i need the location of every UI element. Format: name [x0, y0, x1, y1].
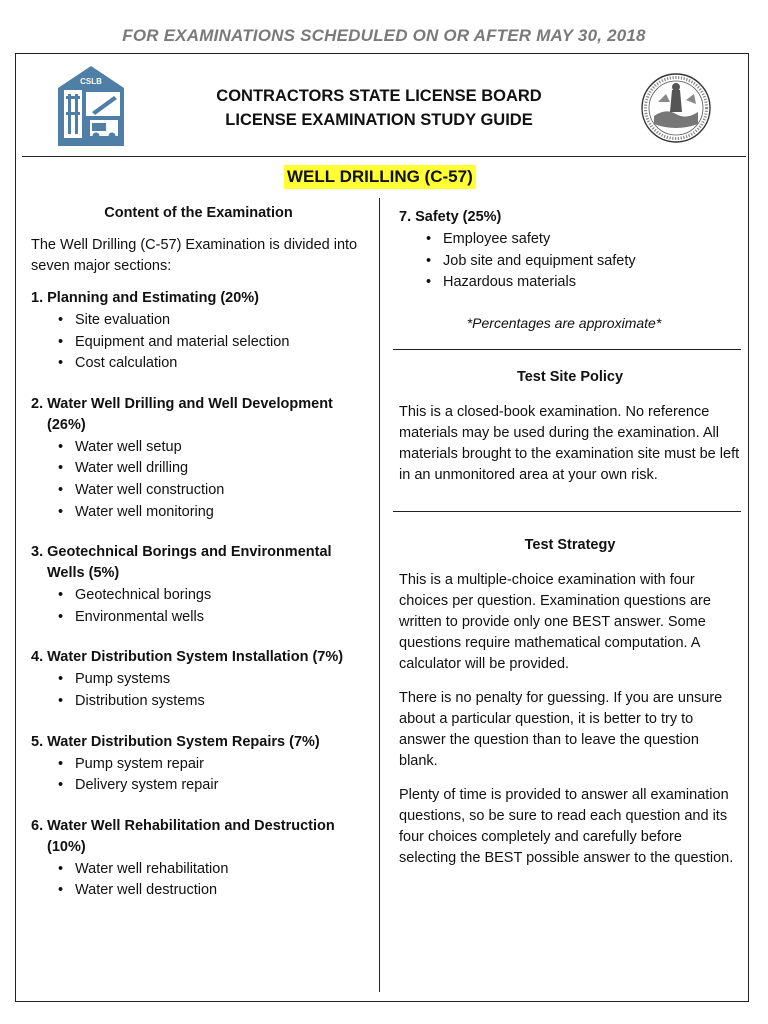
section-title: 3. Geotechnical Borings and Environmental Wells (5%) — [31, 544, 332, 582]
state-seal-icon — [636, 72, 716, 144]
right-column — [399, 207, 741, 869]
policy-heading: Test Site Policy — [516, 368, 624, 385]
left-column — [31, 203, 366, 902]
list-item: • Delivery system repair — [31, 775, 366, 797]
list-item: • Geotechnical borings — [31, 585, 366, 607]
section-title: 2. Water Well Drilling and Well Development (26%) — [31, 395, 333, 433]
exam-section — [31, 816, 366, 902]
list-item: • Water well construction — [31, 480, 366, 502]
exam-section — [31, 732, 366, 797]
strategy-heading: Test Strategy — [524, 536, 616, 553]
board-name: CONTRACTORS STATE LICENSE BOARD — [216, 87, 542, 105]
topic-list — [399, 229, 741, 294]
exam-title: WELL DRILLING (C-57) — [284, 165, 476, 189]
topic-list — [31, 437, 366, 523]
topic-list — [31, 669, 366, 712]
list-item: • Environmental wells — [31, 607, 366, 629]
exam-section — [31, 542, 366, 628]
list-item: • Water well monitoring — [31, 502, 366, 524]
section-title: 5. Water Distribution System Repairs (7%) — [31, 733, 320, 750]
cslb-logo — [56, 66, 126, 146]
list-item: • Water well drilling — [31, 458, 366, 480]
header-divider — [22, 156, 746, 157]
list-item: • Pump systems — [31, 669, 366, 691]
section-divider — [393, 511, 741, 512]
list-item: • Equipment and material selection — [31, 332, 366, 354]
content-heading: Content of the Examination — [104, 205, 293, 221]
topic-list — [31, 754, 366, 797]
list-item: • Water well setup — [31, 437, 366, 459]
topic-list — [31, 310, 366, 375]
document-title — [150, 84, 608, 132]
strategy-paragraph: There is no penalty for guessing. If you are unsure about a particular question, it is better to try to answer the question than to leave the question blank. — [399, 689, 723, 769]
list-item: • Site evaluation — [31, 310, 366, 332]
schedule-note: FOR EXAMINATIONS SCHEDULED ON OR AFTER MAY 30, 2018 — [122, 26, 646, 45]
list-item: • Water well rehabilitation — [31, 859, 366, 881]
section-divider — [393, 349, 741, 350]
section-title: 4. Water Distribution System Installation (7%) — [31, 649, 344, 666]
exam-section — [31, 647, 366, 712]
list-item: • Employee safety — [399, 229, 741, 251]
strategy-paragraph: Plenty of time is provided to answer all examination questions, so be sure to read each question and its four choices completely and carefully before selecting the BEST possible answer to the question. — [399, 786, 734, 866]
topic-list — [31, 585, 366, 628]
list-item: • Cost calculation — [31, 353, 366, 375]
section-title: 7. Safety (25%) — [399, 209, 502, 225]
section-title: 1. Planning and Estimating (20%) — [31, 290, 260, 306]
percentages-note: *Percentages are approximate* — [466, 314, 662, 331]
list-item: • Distribution systems — [31, 691, 366, 713]
column-divider — [379, 198, 380, 992]
topic-list — [31, 859, 366, 902]
section-title: 6. Water Well Rehabilitation and Destruction (10%) — [31, 817, 335, 855]
list-item: • Pump system repair — [31, 754, 366, 776]
exam-section — [31, 288, 366, 375]
policy-body: This is a closed-book examination. No reference materials may be used during the examination. All materials brought to the examination site must be left in an unmonitored area at your own risk. — [399, 403, 740, 483]
exam-section — [31, 394, 366, 523]
exam-section — [399, 207, 741, 294]
strategy-paragraph: This is a multiple-choice examination with four choices per question. Examination questions are written to provide only one BEST answer. Some questions require mathematical computation. A calculator will be provided. — [399, 571, 711, 672]
guide-name: LICENSE EXAMINATION STUDY GUIDE — [225, 111, 533, 129]
list-item: • Water well destruction — [31, 880, 366, 902]
svg-text:CSLB: CSLB — [80, 77, 102, 86]
content-intro: The Well Drilling (C-57) Examination is divided into seven major sections: — [31, 237, 358, 274]
list-item: • Hazardous materials — [399, 272, 741, 294]
list-item: • Job site and equipment safety — [399, 251, 741, 273]
